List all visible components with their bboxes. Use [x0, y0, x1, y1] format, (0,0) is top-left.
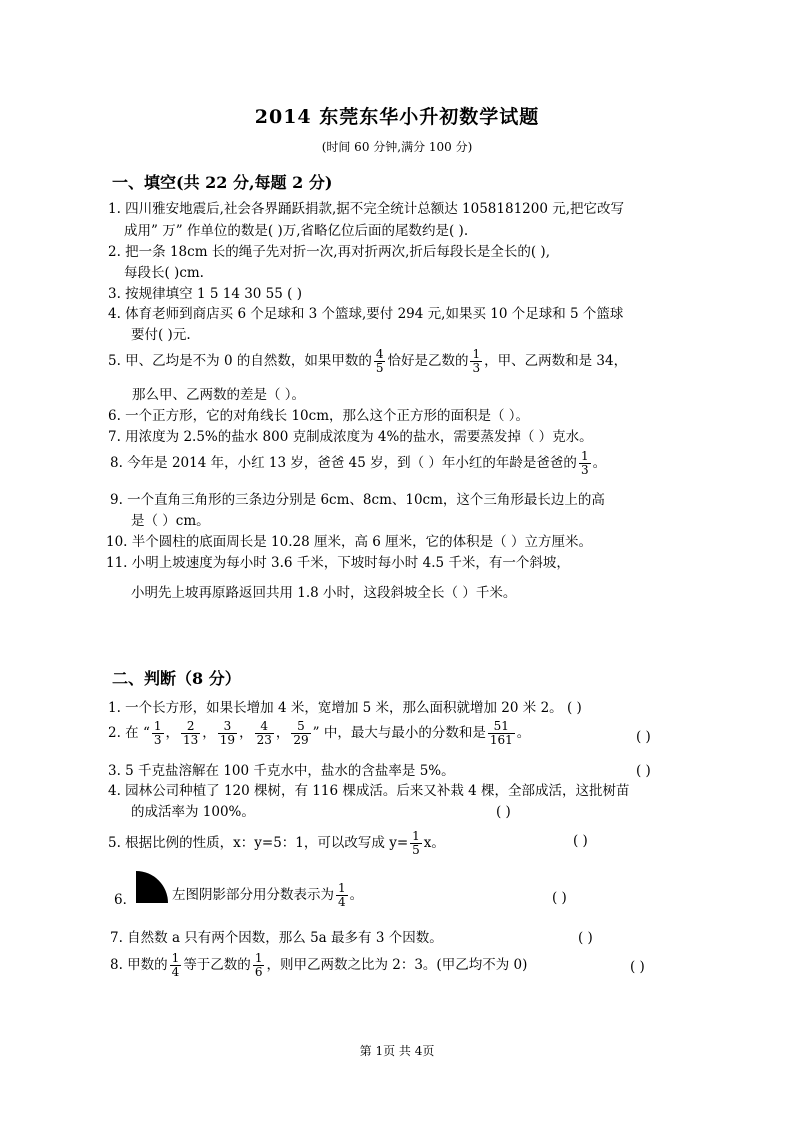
fraction-denominator: 13: [183, 733, 199, 747]
question-4-line-2: 要付( )元.: [131, 327, 191, 343]
fraction-numerator: 1: [472, 347, 481, 361]
comma-separator: ，: [275, 725, 290, 741]
question-8-text-a: 8. 今年是 2014 年，小红 13 岁，爸爸 45 岁，到（ ）年小红的年龄是爸爸的: [110, 455, 577, 471]
judge-4-line-1: 4. 园林公司种植了 120 棵树，有 116 棵成活。后来又补栽 4 棵，全部成活，这批树苗: [108, 783, 630, 799]
question-5-line-2: 那么甲、乙两数的差是（ ）。: [132, 387, 306, 403]
question-8: [110, 450, 606, 477]
judge-8: [110, 952, 527, 979]
fraction-item: [218, 720, 237, 747]
judge-6-text-a: 左图阴影部分用分数表示为: [172, 887, 334, 903]
judge-7: 7. 自然数 a 只有两个因数，那么 5a 最多有 3 个因数。: [110, 930, 443, 946]
fraction-numerator: 1: [254, 951, 263, 965]
judge-8-text-c: ，则甲乙两数之比为 2：3。(甲乙均不为 0): [266, 957, 528, 973]
fraction-one-fourth: [336, 882, 348, 909]
fraction-item: [152, 720, 164, 747]
fraction-item: [255, 720, 274, 747]
judge-2-answer-bracket[interactable]: ( ): [636, 729, 651, 745]
section-heading-fill-in: 一、填空(共 22 分,每题 2 分): [112, 173, 333, 192]
question-11-line-1: 11. 小明上坡速度为每小时 3.6 千米，下坡时每小时 4.5 千米，有一个斜坡，: [106, 555, 570, 571]
fraction-numerator: 5: [291, 720, 310, 734]
judge-6: [172, 882, 363, 909]
comma-separator: ，: [239, 725, 253, 741]
judge-1: 1. 一个长方形，如果长增加 4 米，宽增加 5 米，那么面积就增加 20 米 2。 ( ): [108, 700, 582, 716]
question-5-text-b: 恰好是乙数的: [387, 353, 469, 369]
fraction-numerator: 1: [580, 449, 589, 463]
question-7: 7. 用浓度为 2.5%的盐水 800 克制成浓度为 4%的盐水，需要蒸发掉（ ）克水。: [108, 429, 593, 445]
judge-5: [108, 830, 445, 857]
fraction-numerator: 2: [181, 720, 200, 734]
fraction-denominator: 23: [256, 733, 272, 747]
judge-8-text-b: 等于乙数的: [183, 957, 251, 973]
page-number-footer: 第 1页 共 4页: [359, 1044, 435, 1058]
fraction-one-sixth: [253, 952, 265, 979]
judge-2: [108, 720, 530, 747]
fraction-four-fifths: [374, 348, 386, 375]
question-10: 10. 半个圆柱的底面周长是 10.28 厘米，高 6 厘米，它的体积是（ ）立方厘米。: [106, 534, 592, 550]
quarter-circle-shaded-figure: [134, 869, 170, 905]
judge-6-text-b: 。: [349, 887, 364, 903]
question-3: 3. 按规律填空 1 5 14 30 55 ( ): [108, 286, 302, 302]
fraction-numerator: 1: [338, 881, 346, 895]
judge-2-text-b: ” 中，最大与最小的分数和是: [312, 725, 486, 741]
fraction-item: [291, 720, 310, 747]
judge-5-answer-bracket[interactable]: ( ): [573, 833, 588, 849]
fraction-denominator: 3: [580, 463, 589, 477]
judge-5-text-a: 5. 根据比例的性质，x：y=5：1，可以改写成 y=: [108, 835, 409, 851]
question-9-line-2: 是（ ）cm。: [131, 513, 210, 529]
question-2-line-1: 2. 把一条 18cm 长的绳子先对折一次,再对折两次,折后每段长是全长的( ),: [108, 244, 550, 260]
judge-5-text-b: x。: [423, 835, 445, 851]
question-8-text-b: 。: [592, 455, 607, 471]
question-11-line-2: 小明先上坡再原路返回共用 1.8 小时，这段斜坡全长（ ）千米。: [131, 585, 517, 601]
judge-4-line-2: 的成活率为 100%。: [131, 804, 255, 820]
fraction-one-third: [470, 348, 482, 375]
question-1-line-1: 1. 四川雅安地震后,社会各界踊跃捐款,据不完全统计总额达 1058181200 元,把它改写: [108, 201, 625, 217]
judge-6-answer-bracket[interactable]: ( ): [552, 890, 567, 906]
question-5-text-a: 5. 甲、乙均是不为 0 的自然数，如果甲数的: [108, 353, 372, 369]
judge-2-fraction-list: [150, 719, 313, 747]
judge-6-number: 6．: [114, 892, 137, 908]
fraction-numerator: 4: [375, 347, 384, 361]
question-5-text-c: ，甲、乙两数和是 34，: [484, 353, 628, 369]
fraction-numerator: 1: [171, 951, 180, 965]
fraction-one-third: [579, 450, 591, 477]
fraction-numerator: 1: [153, 719, 162, 733]
fraction-denominator: 29: [293, 733, 309, 747]
fraction-item: [181, 720, 200, 747]
fraction-numerator: 51: [488, 720, 515, 734]
fraction-denominator: 3: [472, 361, 481, 375]
judge-4-answer-bracket[interactable]: ( ): [496, 804, 511, 820]
fraction-numerator: 1: [412, 829, 420, 843]
judge-3: 3. 5 千克盐溶解在 100 千克水中，盐水的含盐率是 5%。: [108, 763, 455, 779]
question-2-line-2: 每段长( )cm.: [124, 265, 204, 281]
fraction-one-fourth: [170, 952, 182, 979]
section-heading-true-false: 二、判断（8 分）: [112, 669, 241, 688]
judge-2-text-c: 。: [516, 725, 531, 741]
judge-2-text-a: 2. 在 “: [108, 725, 150, 741]
page-title: 2014 东莞东华小升初数学试题: [254, 106, 540, 128]
question-6: 6. 一个正方形，它的对角线长 10cm，那么这个正方形的面积是（ ）。: [108, 408, 530, 424]
page-subtitle: (时间 60 分钟,满分 100 分): [321, 140, 473, 154]
question-5-line-1: [108, 348, 627, 375]
question-1-line-2: 成用” 万” 作单位的数是( )万,省略亿位后面的尾数约是( ).: [124, 223, 469, 239]
fraction-denominator: 3: [153, 733, 162, 747]
fraction-denominator: 4: [171, 965, 180, 979]
comma-separator: ，: [165, 725, 180, 741]
judge-8-text-a: 8. 甲数的: [110, 957, 168, 973]
question-9-line-1: 9. 一个直角三角形的三条边分别是 6cm、8cm、10cm，这个三角形最长边上的高: [110, 492, 605, 508]
fraction-denominator: 4: [338, 895, 346, 909]
fraction-denominator: 6: [254, 965, 263, 979]
comma-separator: ，: [202, 725, 216, 741]
fraction-denominator: 5: [375, 361, 384, 375]
fraction-denominator: 19: [219, 733, 236, 747]
fraction-numerator: 3: [218, 720, 237, 734]
fraction-one-fifth: [410, 830, 422, 857]
question-4-line-1: 4. 体育老师到商店买 6 个足球和 3 个篮球,要付 294 元,如果买 10 个足球和 5 个篮球: [108, 306, 624, 322]
fraction-51-161: [488, 720, 515, 747]
fraction-numerator: 4: [255, 720, 274, 734]
fraction-denominator: 161: [489, 733, 513, 747]
judge-7-answer-bracket[interactable]: ( ): [578, 930, 593, 946]
judge-8-answer-bracket[interactable]: ( ): [630, 959, 645, 975]
fraction-denominator: 5: [412, 843, 420, 857]
judge-3-answer-bracket[interactable]: ( ): [636, 763, 651, 779]
